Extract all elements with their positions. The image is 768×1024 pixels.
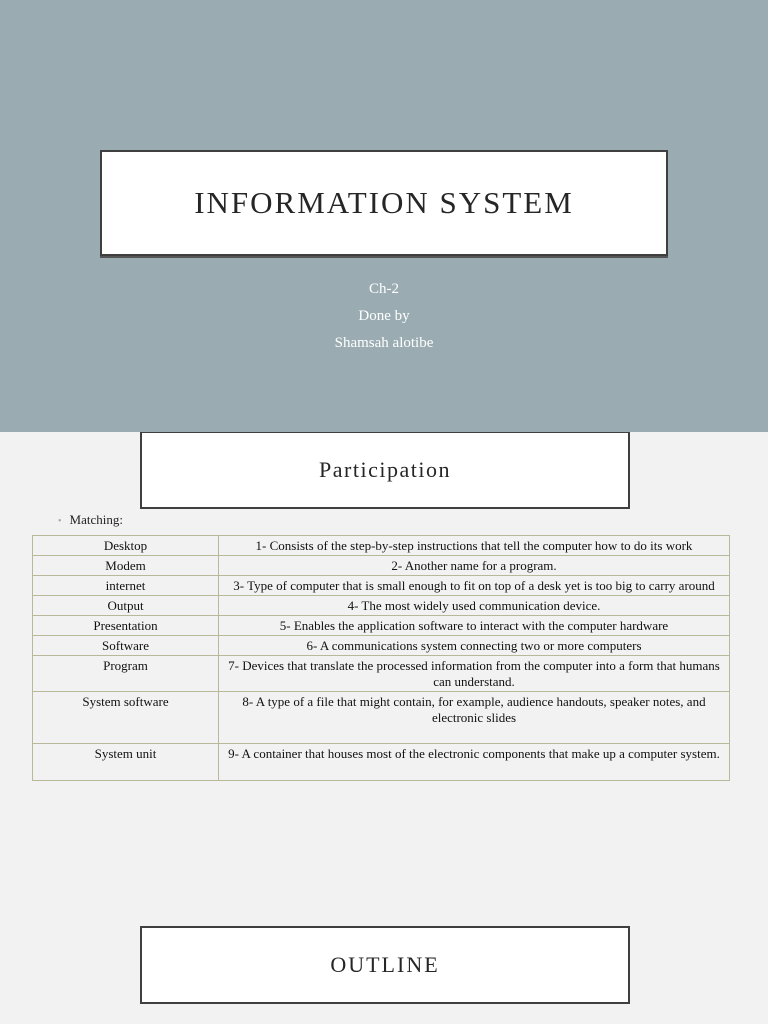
subtitle [0,276,768,357]
slide-title: INFORMATION SYSTEM [194,185,574,220]
table-row [33,576,730,596]
term-cell: Software [33,636,219,656]
definition-cell: 3- Type of computer that is small enough to fit on top of a desk yet is too big to carry around [219,576,730,596]
definition-cell: 8- A type of a file that might contain, for example, audience handouts, speaker notes, and electronic slides [219,692,730,744]
chapter-label: Ch-2 [369,281,399,297]
definition-cell: 2- Another name for a program. [219,556,730,576]
term-cell: Program [33,656,219,692]
definition-cell: 6- A communications system connecting two or more computers [219,636,730,656]
term-cell: System software [33,692,219,744]
table-row [33,536,730,556]
bullet-dot-icon: • [58,516,62,527]
table-row [33,692,730,744]
term-cell: Presentation [33,616,219,636]
table-row [33,636,730,656]
term-cell: System unit [33,744,219,781]
definition-cell: 5- Enables the application software to interact with the computer hardware [219,616,730,636]
term-cell: Desktop [33,536,219,556]
matching-label: Matching: [69,512,123,527]
title-box [100,150,668,256]
term-cell: internet [33,576,219,596]
author-name: Shamsah alotibe [334,335,434,351]
definition-cell: 1- Consists of the step-by-step instructions that tell the computer how to do its work [219,536,730,556]
outline-title-box [140,926,630,1004]
participation-slide [0,432,768,892]
table-row [33,616,730,636]
definition-cell: 4- The most widely used communication device. [219,596,730,616]
participation-title-box [140,432,630,509]
done-by-label: Done by [358,308,410,324]
definition-cell: 9- A container that houses most of the electronic components that make up a computer system. [219,744,730,781]
matching-bullet [58,512,123,528]
table-row [33,596,730,616]
table-row [33,744,730,781]
matching-table [32,535,730,781]
participation-title: Participation [319,457,451,482]
definition-cell: 7- Devices that translate the processed information from the computer into a form that humans can understand. [219,656,730,692]
outline-title: OUTLINE [330,952,440,977]
term-cell: Modem [33,556,219,576]
outline-slide [0,892,768,1024]
title-slide [0,0,768,432]
term-cell: Output [33,596,219,616]
table-row [33,656,730,692]
table-row [33,556,730,576]
